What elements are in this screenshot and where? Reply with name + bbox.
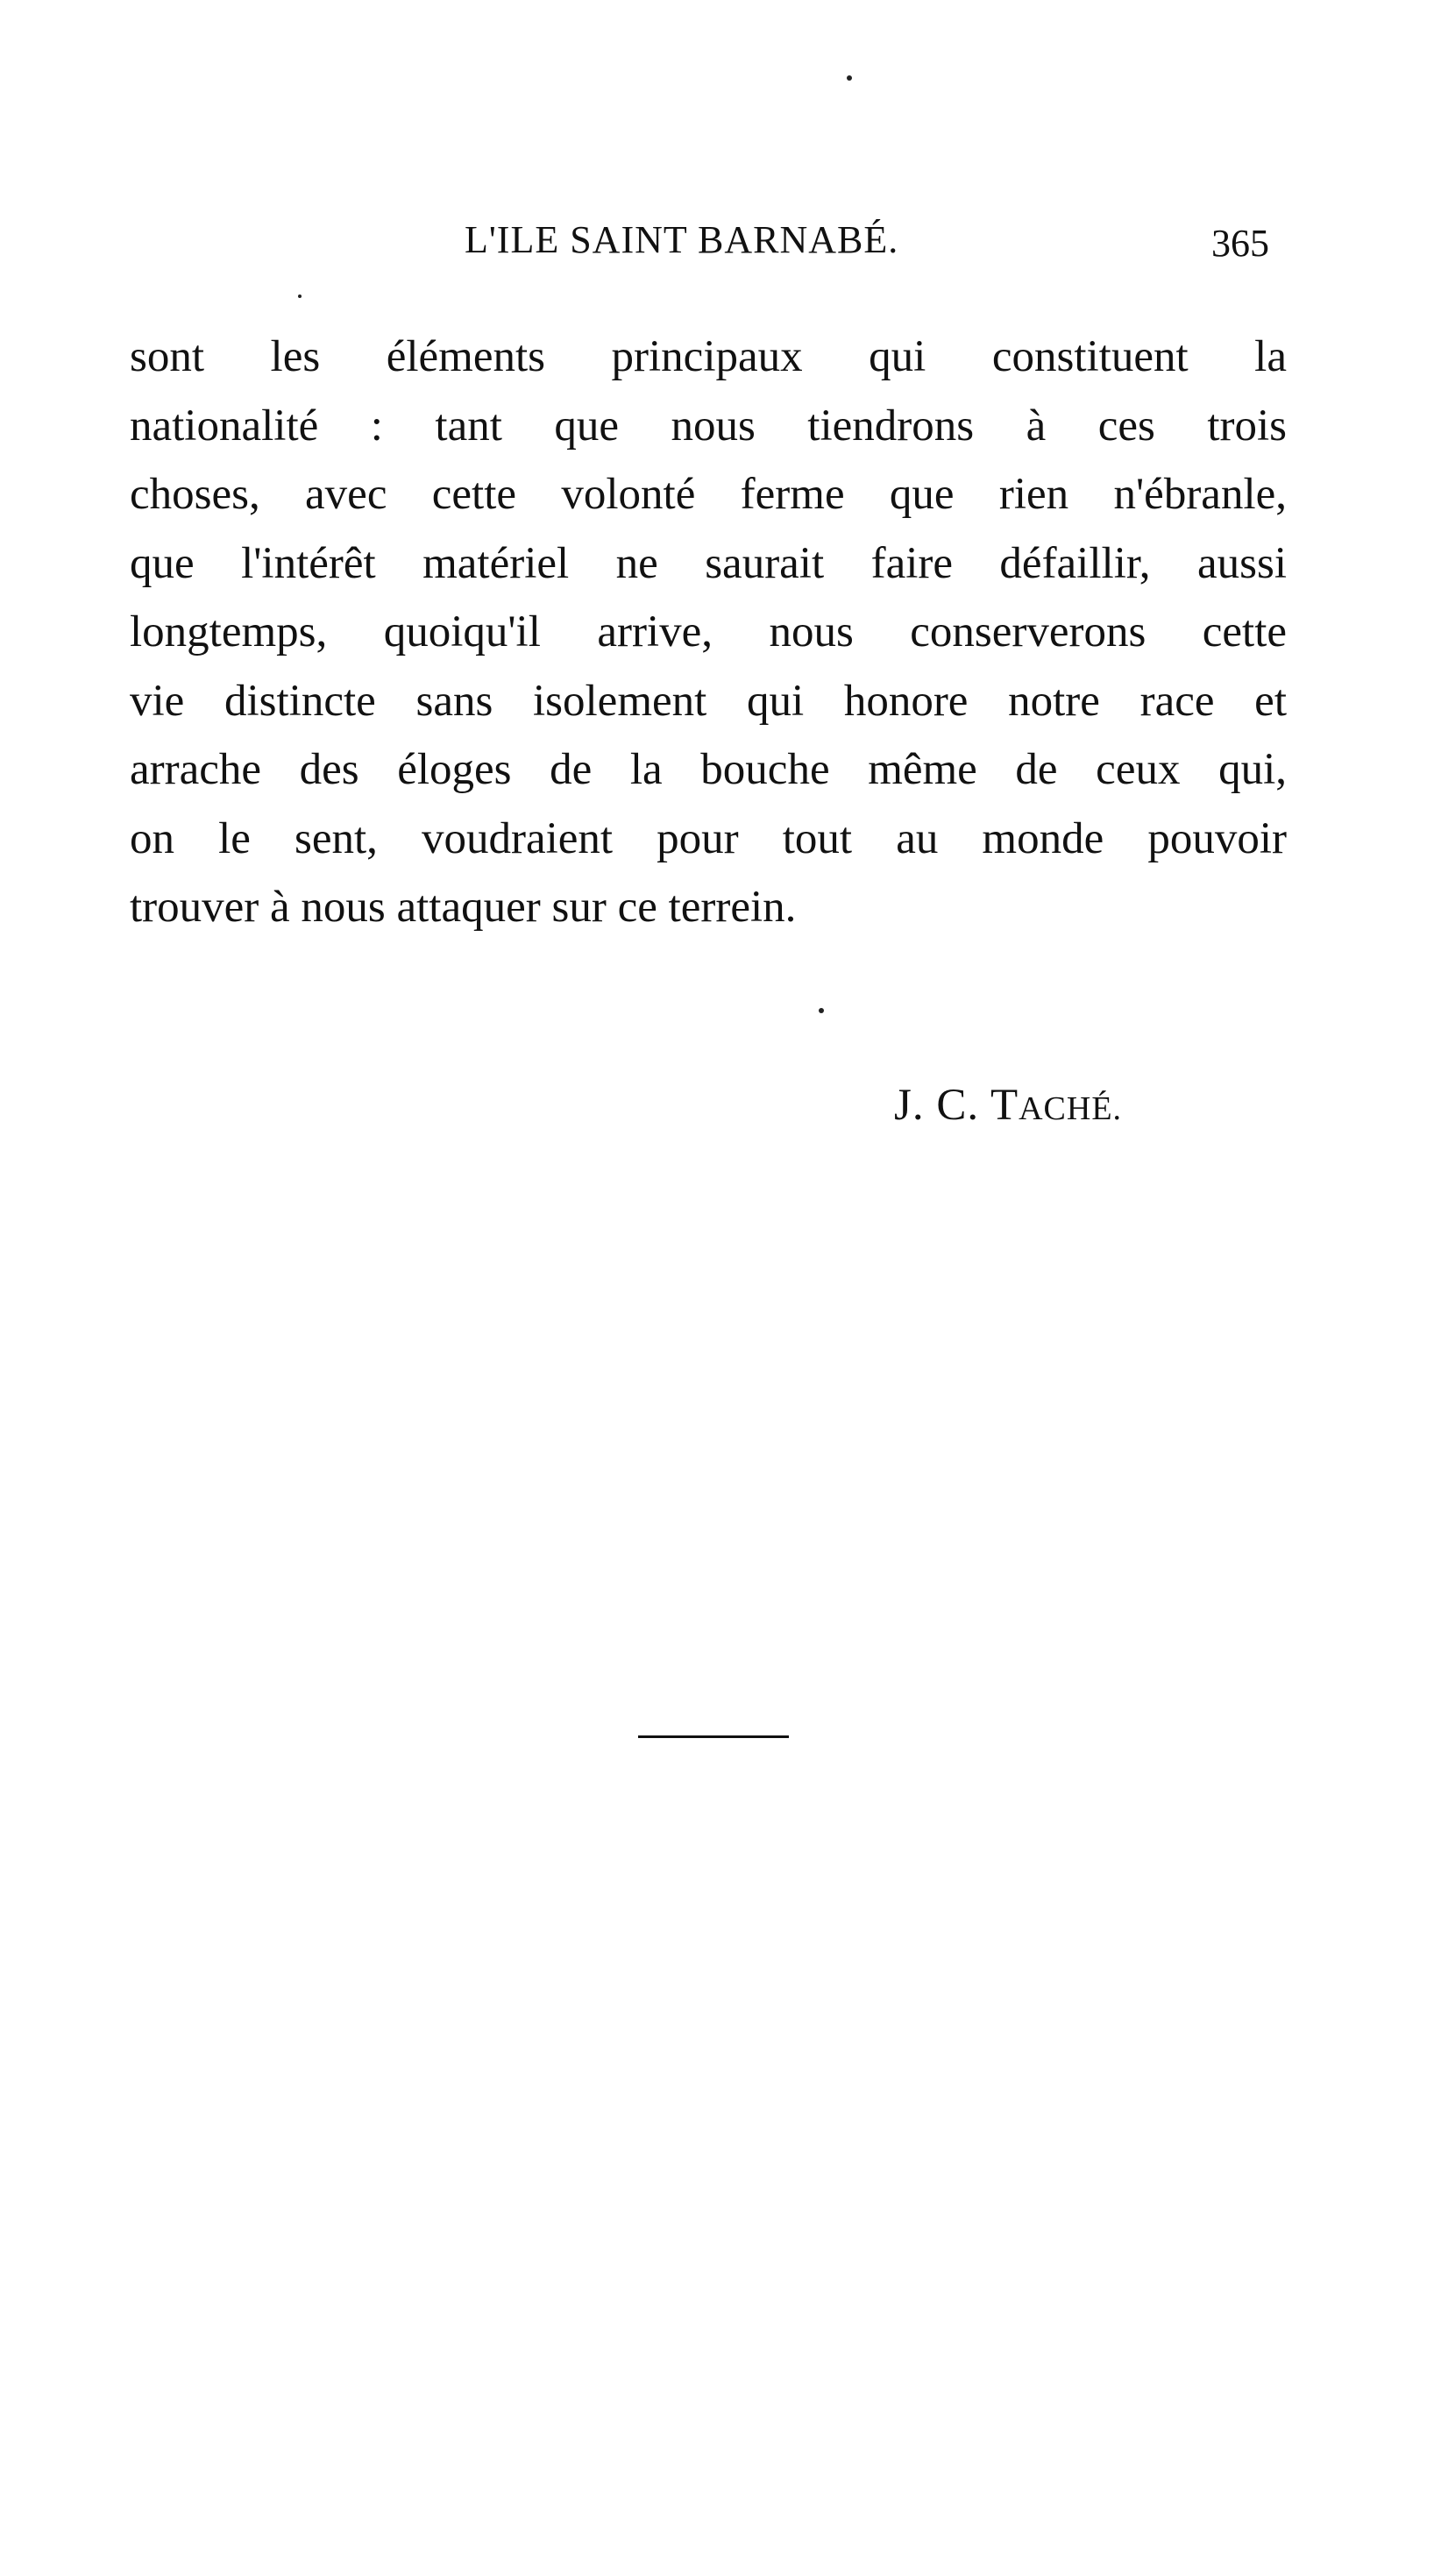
running-title: L'ILE SAINT BARNABÉ. <box>465 218 899 261</box>
print-speck <box>819 1008 824 1013</box>
text-line: sont les éléments principaux qui constituent la <box>130 332 1287 381</box>
text-line: trouver à nous attaquer sur ce terrein. <box>130 883 797 932</box>
page-number: 365 <box>1211 222 1269 265</box>
end-divider-rule <box>638 1735 789 1738</box>
signature-initials: J. C. T <box>894 1081 1019 1130</box>
text-line: choses, avec cette volonté ferme que rien n'ébranle, <box>130 470 1287 519</box>
body-paragraph <box>130 323 1287 942</box>
author-signature <box>894 1080 1122 1131</box>
print-speck <box>298 295 302 298</box>
text-line: arrache des éloges de la bouche même de ceux qui, <box>130 745 1287 794</box>
text-line: vie distincte sans isolement qui honore notre race et <box>130 676 1287 726</box>
text-line: nationalité : tant que nous tiendrons à ces trois <box>130 401 1287 451</box>
text-line: longtemps, quoiqu'il arrive, nous conserverons cette <box>130 607 1287 656</box>
signature-surname: ACHÉ. <box>1019 1090 1123 1127</box>
text-line: on le sent, voudraient pour tout au monde pouvoir <box>130 813 1287 863</box>
print-speck <box>847 75 852 81</box>
text-line: que l'intérêt matériel ne saurait faire défaillir, aussi <box>130 538 1287 588</box>
